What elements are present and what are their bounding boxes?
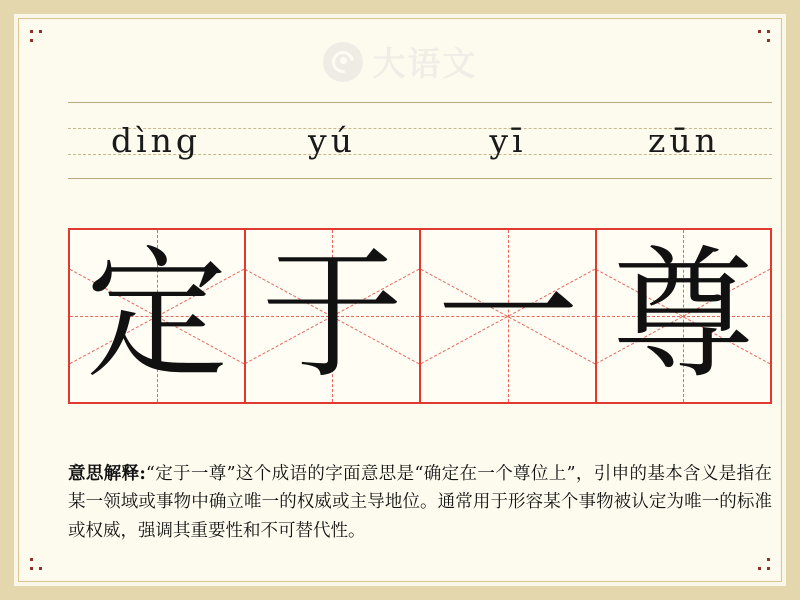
character-cell bbox=[70, 230, 246, 402]
explanation-label: 意思解释: bbox=[68, 464, 146, 484]
pinyin-syllable: zūn bbox=[648, 120, 720, 160]
character-glyph: 尊 bbox=[612, 233, 755, 398]
character-cell bbox=[597, 230, 771, 402]
explanation-text: “定于一尊”这个成语的字面意思是“确定在一个尊位上”，引申的基本含义是指在某一领域或事物中确立唯一的权威或主导地位。通常用于形容某个事物被认定为唯一的标准或权威，强调其重要性和不可替代性。 bbox=[68, 464, 772, 541]
pinyin-row bbox=[68, 102, 772, 178]
character-grid bbox=[68, 228, 772, 404]
character-glyph: 于 bbox=[261, 233, 404, 398]
character-glyph: 定 bbox=[85, 233, 228, 398]
watermark-text: 大语文 bbox=[372, 44, 478, 83]
corner-ornament-bottom-left bbox=[30, 540, 60, 570]
pinyin-syllable: dìng bbox=[110, 120, 202, 160]
watermark bbox=[20, 38, 780, 85]
character-cell bbox=[246, 230, 422, 402]
explanation-block bbox=[68, 460, 772, 545]
pinyin-syllable: yī bbox=[489, 120, 527, 160]
character-cell bbox=[421, 230, 597, 402]
character-glyph: 一 bbox=[436, 233, 579, 398]
circle-swirl-logo-icon bbox=[323, 42, 363, 82]
staff-line-bottom bbox=[68, 178, 772, 179]
pinyin-syllable: yú bbox=[308, 120, 356, 160]
paper-surface bbox=[20, 20, 780, 580]
pinyin-staff bbox=[68, 102, 772, 180]
